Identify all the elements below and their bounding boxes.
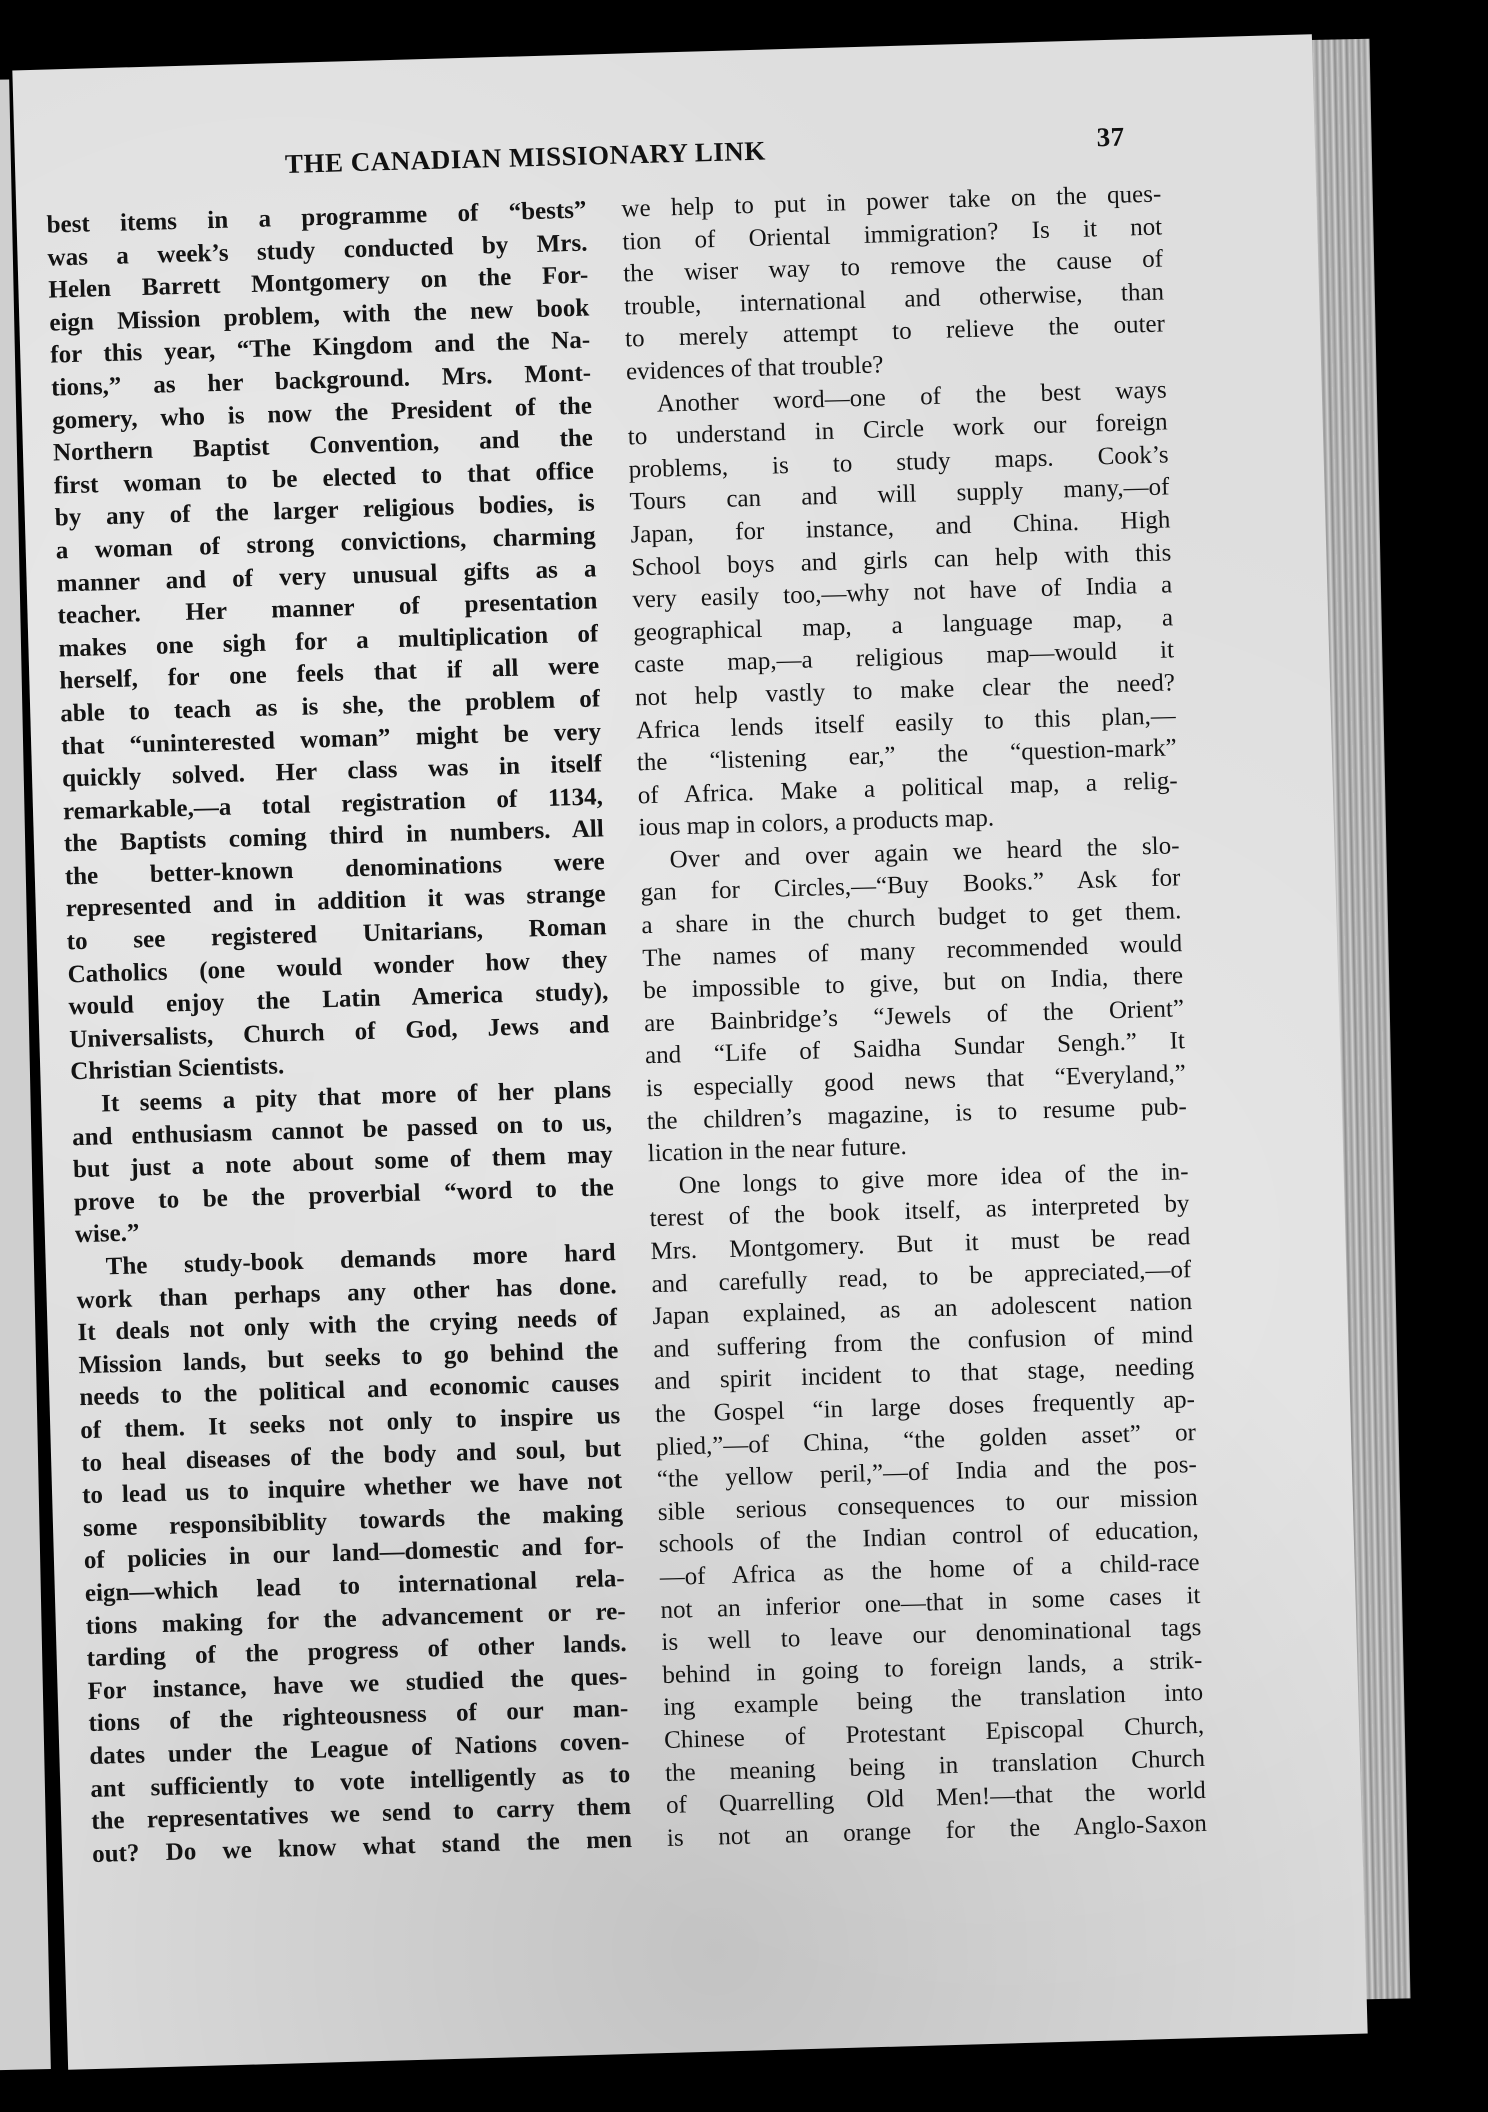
- text-line: out? Do we know what stand the men: [91, 1825, 633, 1868]
- text-line: of them. It seeks not only to inspire us: [79, 1402, 621, 1445]
- text-line: is especially good news that “Everyland,”: [645, 1060, 1187, 1103]
- text-line: tions of the righteousness of our man-: [88, 1695, 629, 1738]
- text-line: to understand in Circle work our foreign: [627, 408, 1168, 451]
- margin-fragment: [0, 1485, 5, 1517]
- text-line: Mrs. Montgomery. But it must be read: [650, 1223, 1191, 1266]
- margin-fragment: [0, 1578, 7, 1610]
- margin-fragment: [0, 1423, 4, 1455]
- text-line: work than perhaps any other has done.: [76, 1271, 617, 1314]
- text-line: dates under the League of Nations coven-: [89, 1727, 630, 1770]
- text-line: first woman to be elected to that office: [53, 457, 595, 500]
- margin-fragment: [0, 1330, 2, 1362]
- text-line: One longs to give more idea of the in-: [678, 1157, 1189, 1200]
- text-line: ious map in colors, a products map.: [638, 804, 995, 842]
- text-line: geographical map, a language map, a: [632, 604, 1174, 647]
- text-line: and “Life of Saidha Sundar Sengh.” It: [644, 1027, 1186, 1070]
- text-line: some responsibiblity towards the making: [82, 1499, 624, 1542]
- text-line: evidences of that trouble?: [625, 351, 884, 386]
- margin-fragment: [0, 1547, 7, 1579]
- text-line: wise.”: [74, 1219, 140, 1249]
- text-line: to heal diseases of the body and soul, but: [80, 1434, 622, 1477]
- text-line: prove to be the proverbial “word to the: [73, 1173, 615, 1217]
- text-line: Japan explained, as an adolescent nation: [652, 1288, 1193, 1331]
- text-line: herself, for one feels that if all were: [59, 652, 600, 695]
- text-line: gomery, who is now the President of the: [51, 392, 593, 435]
- page-header: [284, 121, 1166, 189]
- text-line: by any of the larger religious bodies, is: [54, 489, 596, 532]
- text-line: Japan, for instance, and China. High: [630, 506, 1171, 549]
- text-line: remarkable,—a total registration of 1134,: [62, 783, 604, 826]
- text-line: is well to leave our denominational tags: [661, 1614, 1202, 1657]
- text-line: Chinese of Protestant Episcopal Church,: [663, 1711, 1205, 1754]
- text-line: of policies in our land—domestic and for-: [83, 1532, 625, 1575]
- text-line: quickly solved. Her class was in itself: [61, 750, 603, 793]
- text-line: but just a note about some of them may: [72, 1141, 614, 1184]
- right-text-column: [621, 179, 1207, 1856]
- text-line: of Quarrelling Old Men!—that the world: [665, 1776, 1207, 1820]
- text-line: and spirit incident to that stage, needing: [653, 1353, 1195, 1396]
- text-line: and suffering from the confusion of mind: [652, 1320, 1194, 1363]
- text-line: needs to the political and economic causes: [79, 1369, 620, 1412]
- text-line: Tours can and will supply many,—of: [629, 473, 1170, 516]
- text-line: Africa lends itself easily to this plan,—: [635, 701, 1177, 744]
- text-line: School boys and girls can help with this: [631, 538, 1172, 581]
- text-line: plied,”—of China, “the golden asset” or: [655, 1418, 1197, 1461]
- text-line: caste map,—a religious map—would it: [633, 636, 1175, 679]
- text-line: the “listening ear,” the “question-mark”: [636, 734, 1178, 777]
- text-line: problems, is to study maps. Cook’s: [628, 441, 1169, 484]
- text-line: terest of the book itself, as interpreted by: [649, 1190, 1190, 1233]
- text-line: the representatives we send to carry them: [90, 1793, 632, 1836]
- left-text-column: [46, 195, 632, 1872]
- text-line: teacher. Her manner of presentation: [57, 587, 598, 630]
- text-line: tarding of the progress of other lands.: [86, 1630, 627, 1673]
- text-line: a woman of strong convictions, charming: [55, 522, 596, 565]
- text-line: Mission lands, but seeks to go behind the: [78, 1336, 619, 1379]
- text-line: Over and over again we heard the slo-: [669, 832, 1180, 874]
- magazine-page: [12, 34, 1367, 2070]
- text-line: ant sufficiently to vote intelligently as to: [89, 1760, 631, 1803]
- margin-fragment: [0, 1516, 6, 1548]
- text-line: tions,” as her background. Mrs. Mont-: [50, 359, 592, 402]
- text-line: trouble, international and otherwise, than: [623, 278, 1165, 321]
- text-line: The names of many recommended would: [641, 929, 1183, 972]
- text-line: a share in the church budget to get them.: [641, 897, 1182, 940]
- text-line: is not an orange for the Anglo-Saxon: [666, 1809, 1208, 1852]
- text-line: manner and of very unusual gifts as a: [56, 554, 597, 598]
- text-line: It seems a pity that more of her plans: [100, 1076, 612, 1118]
- text-line: best items in a programme of “bests”: [46, 196, 587, 239]
- page-number: 37: [1096, 121, 1126, 153]
- text-line: the wiser way to remove the cause of: [622, 245, 1164, 288]
- text-line: the children’s magazine, is to resume pub-: [646, 1092, 1188, 1135]
- text-line: behind in going to foreign lands, a strik-: [662, 1646, 1203, 1689]
- text-line: very easily too,—why not have of India a: [631, 571, 1173, 614]
- text-line: For instance, have we studied the ques-: [87, 1662, 628, 1705]
- text-line: for this year, “The Kingdom and the Na-: [49, 326, 591, 369]
- text-line: be impossible to give, but on India, there: [642, 962, 1184, 1005]
- running-title: THE CANADIAN MISSIONARY LINK: [284, 135, 767, 179]
- margin-fragment: [0, 1392, 3, 1424]
- text-line: not help vastly to make clear the need?: [634, 669, 1176, 712]
- margin-fragment: [0, 1361, 3, 1393]
- text-line: ing example being the translation into: [662, 1679, 1204, 1722]
- text-line: schools of the Indian control of education,: [658, 1516, 1199, 1559]
- text-line: tions making for the advancement or re-: [85, 1597, 626, 1640]
- margin-fragment: [0, 1454, 5, 1486]
- text-line: tion of Oriental immigration? Is it not: [621, 213, 1163, 256]
- text-line: The study-book demands more hard: [105, 1239, 616, 1281]
- text-line: gan for Circles,—“Buy Books.” Ask for: [640, 864, 1181, 907]
- text-line: Another word—one of the best ways: [656, 375, 1168, 418]
- text-line: eign—which lead to international rela-: [84, 1564, 626, 1608]
- text-line: we help to put in power take on the ques-: [621, 180, 1162, 223]
- text-line: are Bainbridge’s “Jewels of the Orient”: [643, 995, 1185, 1038]
- text-line: “the yellow peril,”—of India and the pos-: [656, 1451, 1198, 1494]
- text-line: the better-known denominations were: [64, 848, 606, 891]
- text-line: It deals not only with the crying needs of: [77, 1304, 618, 1347]
- text-line: to merely attempt to relieve the outer: [624, 310, 1166, 353]
- text-line: represented and in addition it was strange: [65, 880, 606, 923]
- text-line: Helen Barrett Montgomery on the For-: [48, 261, 589, 304]
- text-line: eign Mission problem, with the new book: [49, 294, 590, 337]
- text-line: would enjoy the Latin America study),: [68, 978, 609, 1021]
- left-margin-fragments: [0, 1330, 7, 1610]
- text-line: of Africa. Make a political map, a relig-: [637, 766, 1178, 810]
- text-line: sible serious consequences to our mission: [657, 1483, 1199, 1526]
- text-line: the meaning being in translation Church: [664, 1744, 1206, 1787]
- text-line: was a week’s study conducted by Mrs.: [47, 229, 588, 272]
- text-line: makes one sigh for a multiplication of: [58, 620, 599, 663]
- text-line: Universalists, Church of God, Jews and: [69, 1011, 610, 1054]
- text-line: that “uninterested woman” might be very: [60, 717, 602, 760]
- text-line: the Gospel “in large doses frequently ap-: [654, 1386, 1196, 1429]
- text-line: Catholics (one would wonder how they: [67, 945, 608, 988]
- text-line: Northern Baptist Convention, and the: [52, 424, 594, 467]
- text-line: to see registered Unitarians, Roman: [66, 913, 607, 956]
- text-line: —of Africa as the home of a child-race: [659, 1548, 1200, 1591]
- text-line: not an inferior one—that in some cases it: [660, 1581, 1201, 1624]
- text-line: to lead us to inquire whether we have not: [81, 1467, 623, 1510]
- text-line: and carefully read, to be appreciated,—of: [651, 1255, 1192, 1298]
- text-line: and enthusiasm cannot be passed on to us,: [71, 1108, 613, 1151]
- text-line: able to teach as is she, the problem of: [59, 685, 601, 728]
- text-line: Christian Scientists.: [69, 1052, 285, 1086]
- text-line: lication in the near future.: [647, 1133, 908, 1168]
- text-line: the Baptists coming third in numbers. All: [63, 815, 605, 858]
